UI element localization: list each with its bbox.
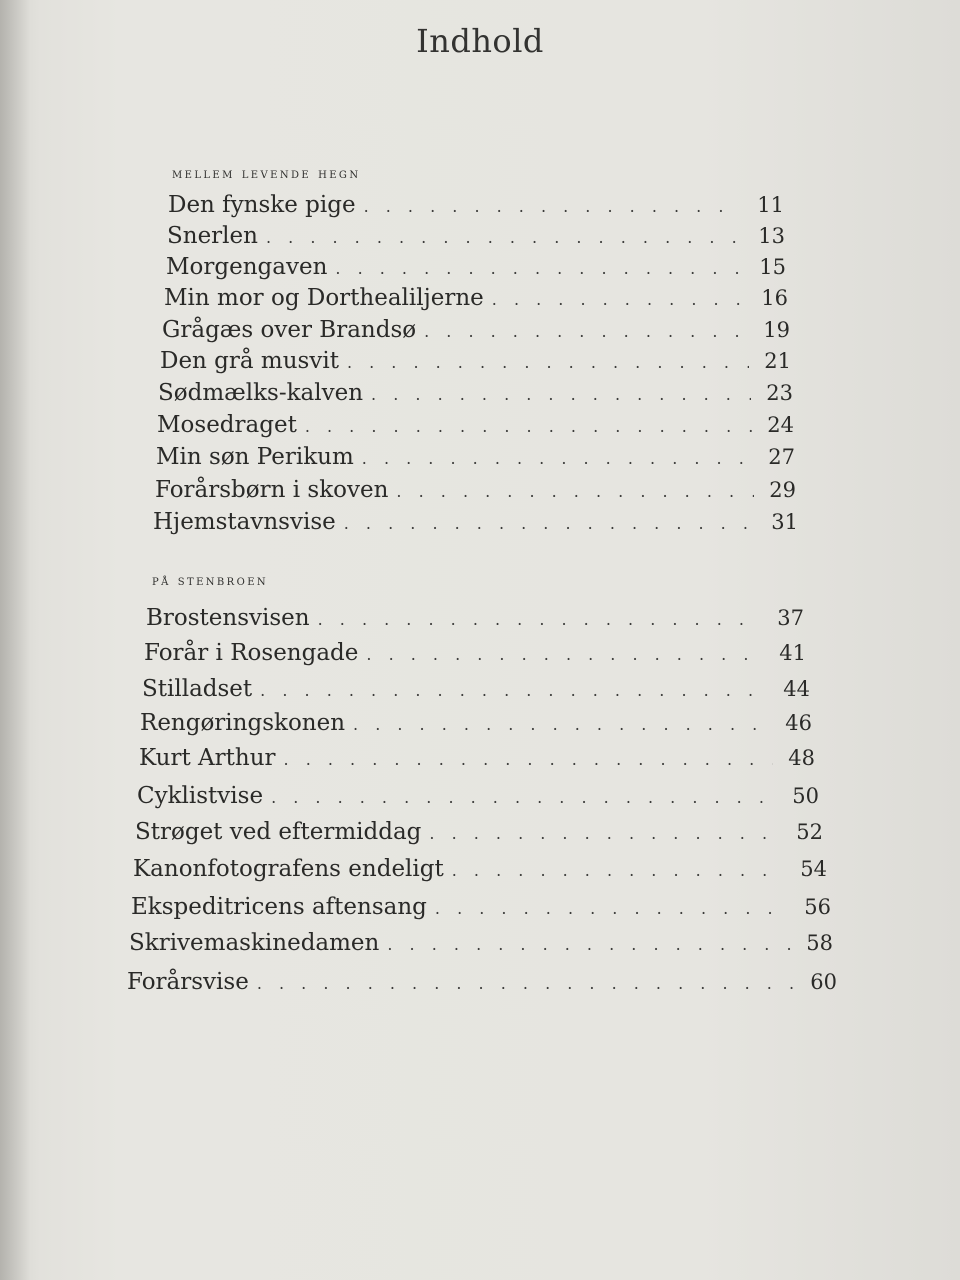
section-heading-mellem-levende-hegn: mellem levende hegn xyxy=(172,166,361,182)
dot-leader xyxy=(452,861,785,880)
dot-leader xyxy=(396,482,754,501)
toc-entry-title: Cyklistvise xyxy=(137,783,264,809)
dot-leader xyxy=(260,681,768,700)
toc-entry-page: 13 xyxy=(758,224,785,248)
toc-entry-page: 19 xyxy=(763,318,790,342)
toc-entry-page: 44 xyxy=(783,677,810,701)
dot-leader xyxy=(266,228,743,247)
section-heading-paa-stenbroen: på stenbroen xyxy=(152,573,269,589)
toc-entry-page: 29 xyxy=(769,478,796,502)
toc-entry[interactable] xyxy=(166,254,786,284)
toc-entry-title: Sødmælks-kalven xyxy=(158,380,364,406)
toc-entry-title: Min mor og Dorthealiljerne xyxy=(164,285,484,311)
page-fold-shadow xyxy=(0,0,30,1280)
toc-entry[interactable] xyxy=(144,640,806,670)
toc-entry-title: Kurt Arthur xyxy=(139,745,276,771)
dot-leader xyxy=(387,935,791,954)
toc-entry[interactable] xyxy=(160,348,791,378)
toc-entry-title: Grågæs over Brandsø xyxy=(162,317,417,343)
toc-entry-title: Brostensvisen xyxy=(146,605,310,631)
toc-entry-page: 60 xyxy=(810,970,837,994)
toc-entry-title: Rengøringskonen xyxy=(140,710,346,736)
dot-leader xyxy=(366,645,764,664)
toc-entry[interactable] xyxy=(164,285,788,315)
dot-leader xyxy=(353,715,770,734)
toc-entry-title: Ekspeditricens aftensang xyxy=(131,894,427,920)
toc-entry[interactable] xyxy=(168,192,784,222)
toc-entry-page: 54 xyxy=(800,857,827,881)
toc-entry-title: Morgengaven xyxy=(166,254,328,280)
dot-leader xyxy=(492,290,746,309)
toc-entry-title: Snerlen xyxy=(167,223,258,249)
toc-entry[interactable] xyxy=(127,969,837,999)
toc-entry[interactable] xyxy=(133,856,827,886)
toc-entry[interactable] xyxy=(155,477,796,507)
toc-entry-title: Forårsbørn i skoven xyxy=(155,477,389,503)
toc-entry-page: 50 xyxy=(792,784,819,808)
dot-leader xyxy=(429,824,781,843)
dot-leader xyxy=(335,259,744,278)
dot-leader xyxy=(318,610,762,629)
toc-entry-title: Forårsvise xyxy=(127,969,249,995)
toc-entry-title: Forår i Rosengade xyxy=(144,640,359,666)
toc-entry[interactable] xyxy=(140,710,812,740)
toc-entry-title: Hjemstavnsvise xyxy=(153,509,336,535)
toc-entry-page: 41 xyxy=(779,641,806,665)
dot-leader xyxy=(284,750,773,769)
toc-entry[interactable] xyxy=(139,745,815,775)
toc-entry-page: 31 xyxy=(771,510,798,534)
toc-entry-page: 52 xyxy=(796,820,823,844)
dot-leader xyxy=(344,514,756,533)
dot-leader xyxy=(271,788,777,807)
toc-entry-title: Min søn Perikum xyxy=(156,444,354,470)
toc-entry[interactable] xyxy=(146,605,804,635)
dot-leader xyxy=(257,974,795,993)
toc-entry-page: 23 xyxy=(766,381,793,405)
dot-leader xyxy=(305,417,752,436)
toc-entry-title: Den fynske pige xyxy=(168,192,356,218)
toc-entry-title: Den grå musvit xyxy=(160,348,339,374)
toc-entry-page: 46 xyxy=(785,711,812,735)
page-title: Indhold xyxy=(416,22,544,60)
toc-entry[interactable] xyxy=(129,930,833,960)
toc-entry[interactable] xyxy=(156,444,795,474)
toc-entry-page: 21 xyxy=(764,349,791,373)
toc-entry-page: 48 xyxy=(788,746,815,770)
toc-entry[interactable] xyxy=(162,317,790,347)
toc-entry[interactable] xyxy=(157,412,794,442)
toc-entry[interactable] xyxy=(137,783,819,813)
toc-entry-title: Mosedraget xyxy=(157,412,297,438)
dot-leader xyxy=(347,353,749,372)
toc-entry-page: 56 xyxy=(804,895,831,919)
toc-entry-page: 37 xyxy=(777,606,804,630)
toc-entry[interactable] xyxy=(158,380,793,410)
toc-entry[interactable] xyxy=(142,676,810,706)
dot-leader xyxy=(435,899,789,918)
toc-entry[interactable] xyxy=(131,894,831,924)
dot-leader xyxy=(371,385,751,404)
toc-entry-page: 58 xyxy=(806,931,833,955)
toc-entry-page: 11 xyxy=(757,193,784,217)
dot-leader xyxy=(364,197,742,216)
toc-entry-page: 15 xyxy=(759,255,786,279)
toc-entry-page: 16 xyxy=(761,286,788,310)
toc-entry-title: Strøget ved eftermiddag xyxy=(135,819,422,845)
toc-entry-title: Stilladset xyxy=(142,676,253,702)
dot-leader xyxy=(362,449,753,468)
toc-entry-page: 24 xyxy=(767,413,794,437)
toc-entry[interactable] xyxy=(135,819,823,849)
toc-entry[interactable] xyxy=(153,509,798,539)
dot-leader xyxy=(424,322,748,341)
toc-entry[interactable] xyxy=(167,223,785,253)
toc-entry-page: 27 xyxy=(768,445,795,469)
toc-entry-title: Kanonfotografens endeligt xyxy=(133,856,444,882)
toc-entry-title: Skrivemaskinedamen xyxy=(129,930,380,956)
